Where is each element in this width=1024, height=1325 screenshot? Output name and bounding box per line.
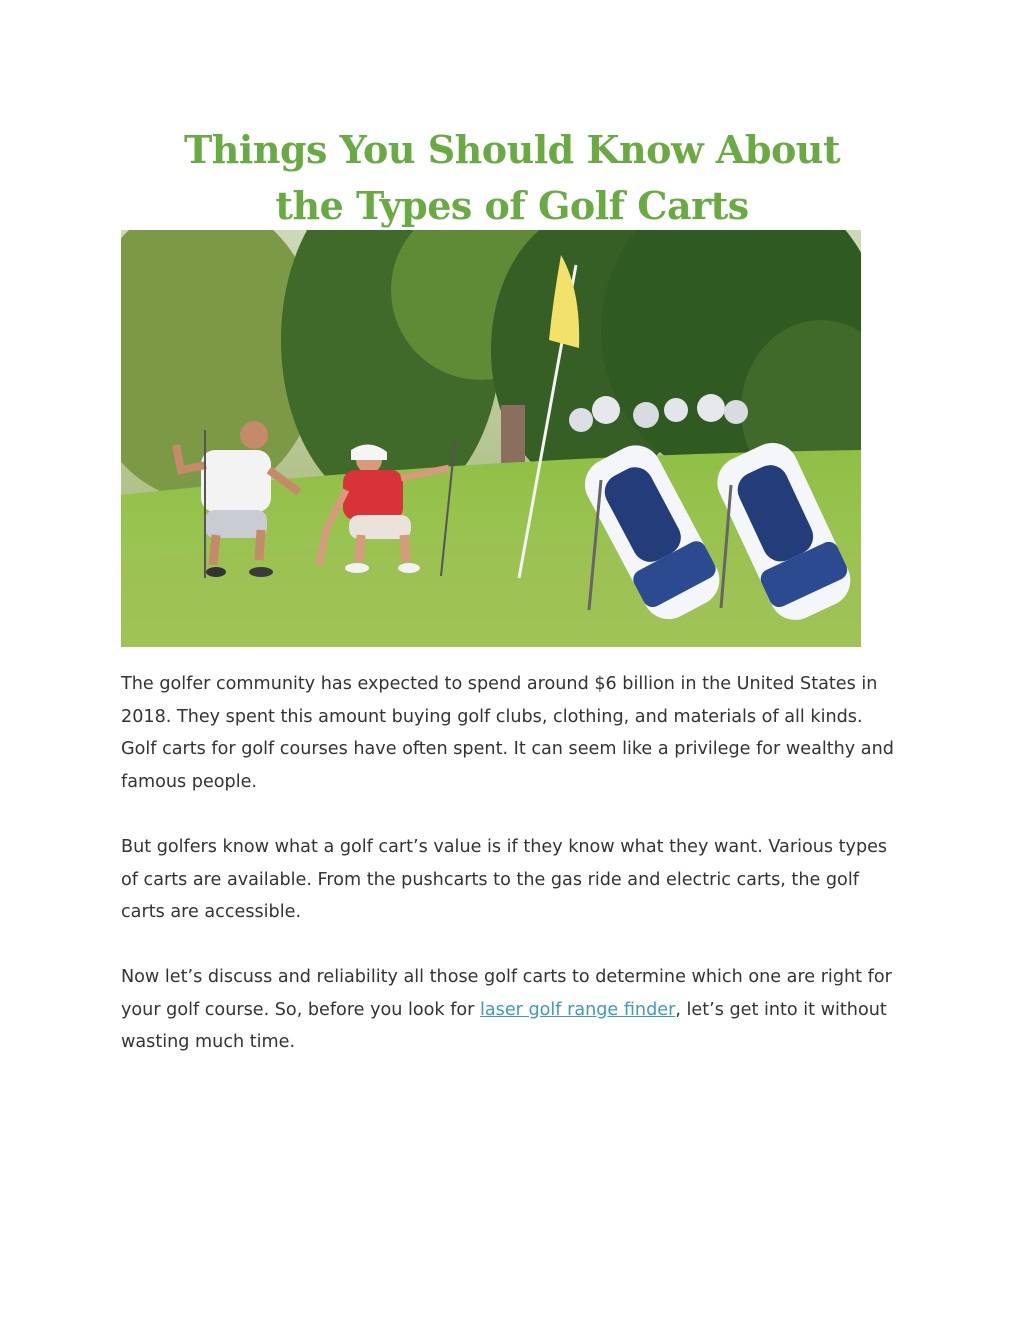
paragraph-2: But golfers know what a golf cart’s value is if they know what they want. Various types of carts are available. From the pushcarts to the gas ride and electric carts, the golf carts are accessible. — [121, 837, 888, 923]
paragraph-1: The golfer community has expected to spend around $6 billion in the United States in 2018. They spent this amount buying golf clubs, clothing, and materials of all kinds. Golf carts for golf courses have often spent. It can seem like a privilege for wealthy and famous people. — [121, 674, 894, 792]
golfers-photo — [121, 230, 861, 647]
page-title — [0, 122, 1024, 234]
laser-golf-range-finder-link[interactable]: laser golf range finder — [480, 999, 676, 1020]
paragraph-3-text-before: Now let’s discuss and reliability all those golf carts to determine which one are right for your golf course. So, before you look for — [121, 967, 892, 1020]
paragraph-3-text-after: , let’s get into it without wasting much time. — [121, 999, 887, 1053]
page-title-line-2: the Types of Golf Carts — [275, 183, 749, 228]
page-title-line-1: Things You Should Know About — [184, 127, 840, 172]
paragraph-3 — [121, 961, 896, 1059]
